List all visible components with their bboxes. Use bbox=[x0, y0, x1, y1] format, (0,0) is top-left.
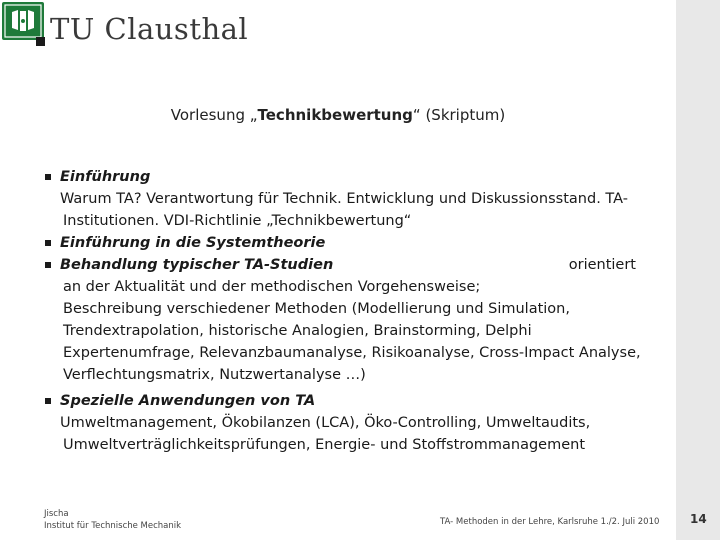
page-number: 14 bbox=[690, 512, 707, 526]
text-line: Institutionen. VDI-Richtlinie „Technikbewertung“ bbox=[63, 213, 412, 229]
bullet-einfuehrung bbox=[44, 166, 654, 188]
footer-author: Jischa bbox=[44, 509, 69, 519]
logo-square-dot bbox=[36, 37, 45, 46]
text-line: an der Aktualität und der methodischen Vorgehensweise; bbox=[63, 279, 481, 295]
text-line: Verflechtungsmatrix, Nutzwertanalyse …) bbox=[63, 367, 366, 383]
text-line: Umweltmanagement, Ökobilanzen (LCA), Öko-Controlling, Umweltaudits, bbox=[60, 415, 591, 431]
slide-title bbox=[0, 106, 676, 124]
text-line: Beschreibung verschiedener Methoden (Modellierung und Simulation, bbox=[63, 301, 570, 317]
title-suffix: “ (Skriptum) bbox=[412, 106, 506, 124]
bullet-square-icon bbox=[45, 240, 51, 246]
text-line: Umweltverträglichkeitsprüfungen, Energie- und Stoffstrommanagement bbox=[63, 437, 586, 453]
bullet-heading: Behandlung typischer TA-Studien bbox=[60, 257, 334, 273]
bullet-square-icon bbox=[45, 174, 51, 180]
bullet-square-icon bbox=[45, 262, 51, 268]
bullet-anwendungen bbox=[44, 390, 654, 412]
bullet-ta-studien bbox=[44, 254, 654, 276]
footer-institute: Institut für Technische Mechanik bbox=[44, 521, 182, 531]
title-bold: Technikbewertung bbox=[257, 106, 413, 124]
bullet-heading: Spezielle Anwendungen von TA bbox=[60, 393, 316, 409]
bullet-einfuehrung-text bbox=[44, 188, 654, 232]
slide-content bbox=[44, 166, 654, 456]
text-line: Expertenumfrage, Relevanzbaumanalyse, Risikoanalyse, Cross-Impact Analyse, bbox=[63, 345, 641, 361]
bullet-systemtheorie bbox=[44, 232, 654, 254]
tu-clausthal-logo-icon bbox=[2, 2, 44, 40]
bullet-square-icon bbox=[45, 398, 51, 404]
right-side-bar bbox=[676, 0, 720, 540]
bullet-heading: Einführung in die Systemtheorie bbox=[60, 235, 326, 251]
bullet-anwendungen-text bbox=[44, 412, 654, 456]
text-line: Warum TA? Verantwortung für Technik. Entwicklung und Diskussionsstand. TA- bbox=[60, 191, 628, 207]
footer-author-block bbox=[44, 508, 181, 532]
text-line: Trendextrapolation, historische Analogien, Brainstorming, Delphi bbox=[63, 323, 532, 339]
footer-event: TA- Methoden in der Lehre, Karlsruhe 1./2. Juli 2010 bbox=[440, 517, 660, 527]
university-name: TU Clausthal bbox=[50, 12, 249, 46]
bullet-heading-tail: orientiert bbox=[568, 257, 636, 273]
bullet-heading: Einführung bbox=[60, 169, 151, 185]
bullet-ta-studien-text bbox=[44, 276, 654, 386]
title-prefix: Vorlesung „ bbox=[170, 106, 258, 124]
